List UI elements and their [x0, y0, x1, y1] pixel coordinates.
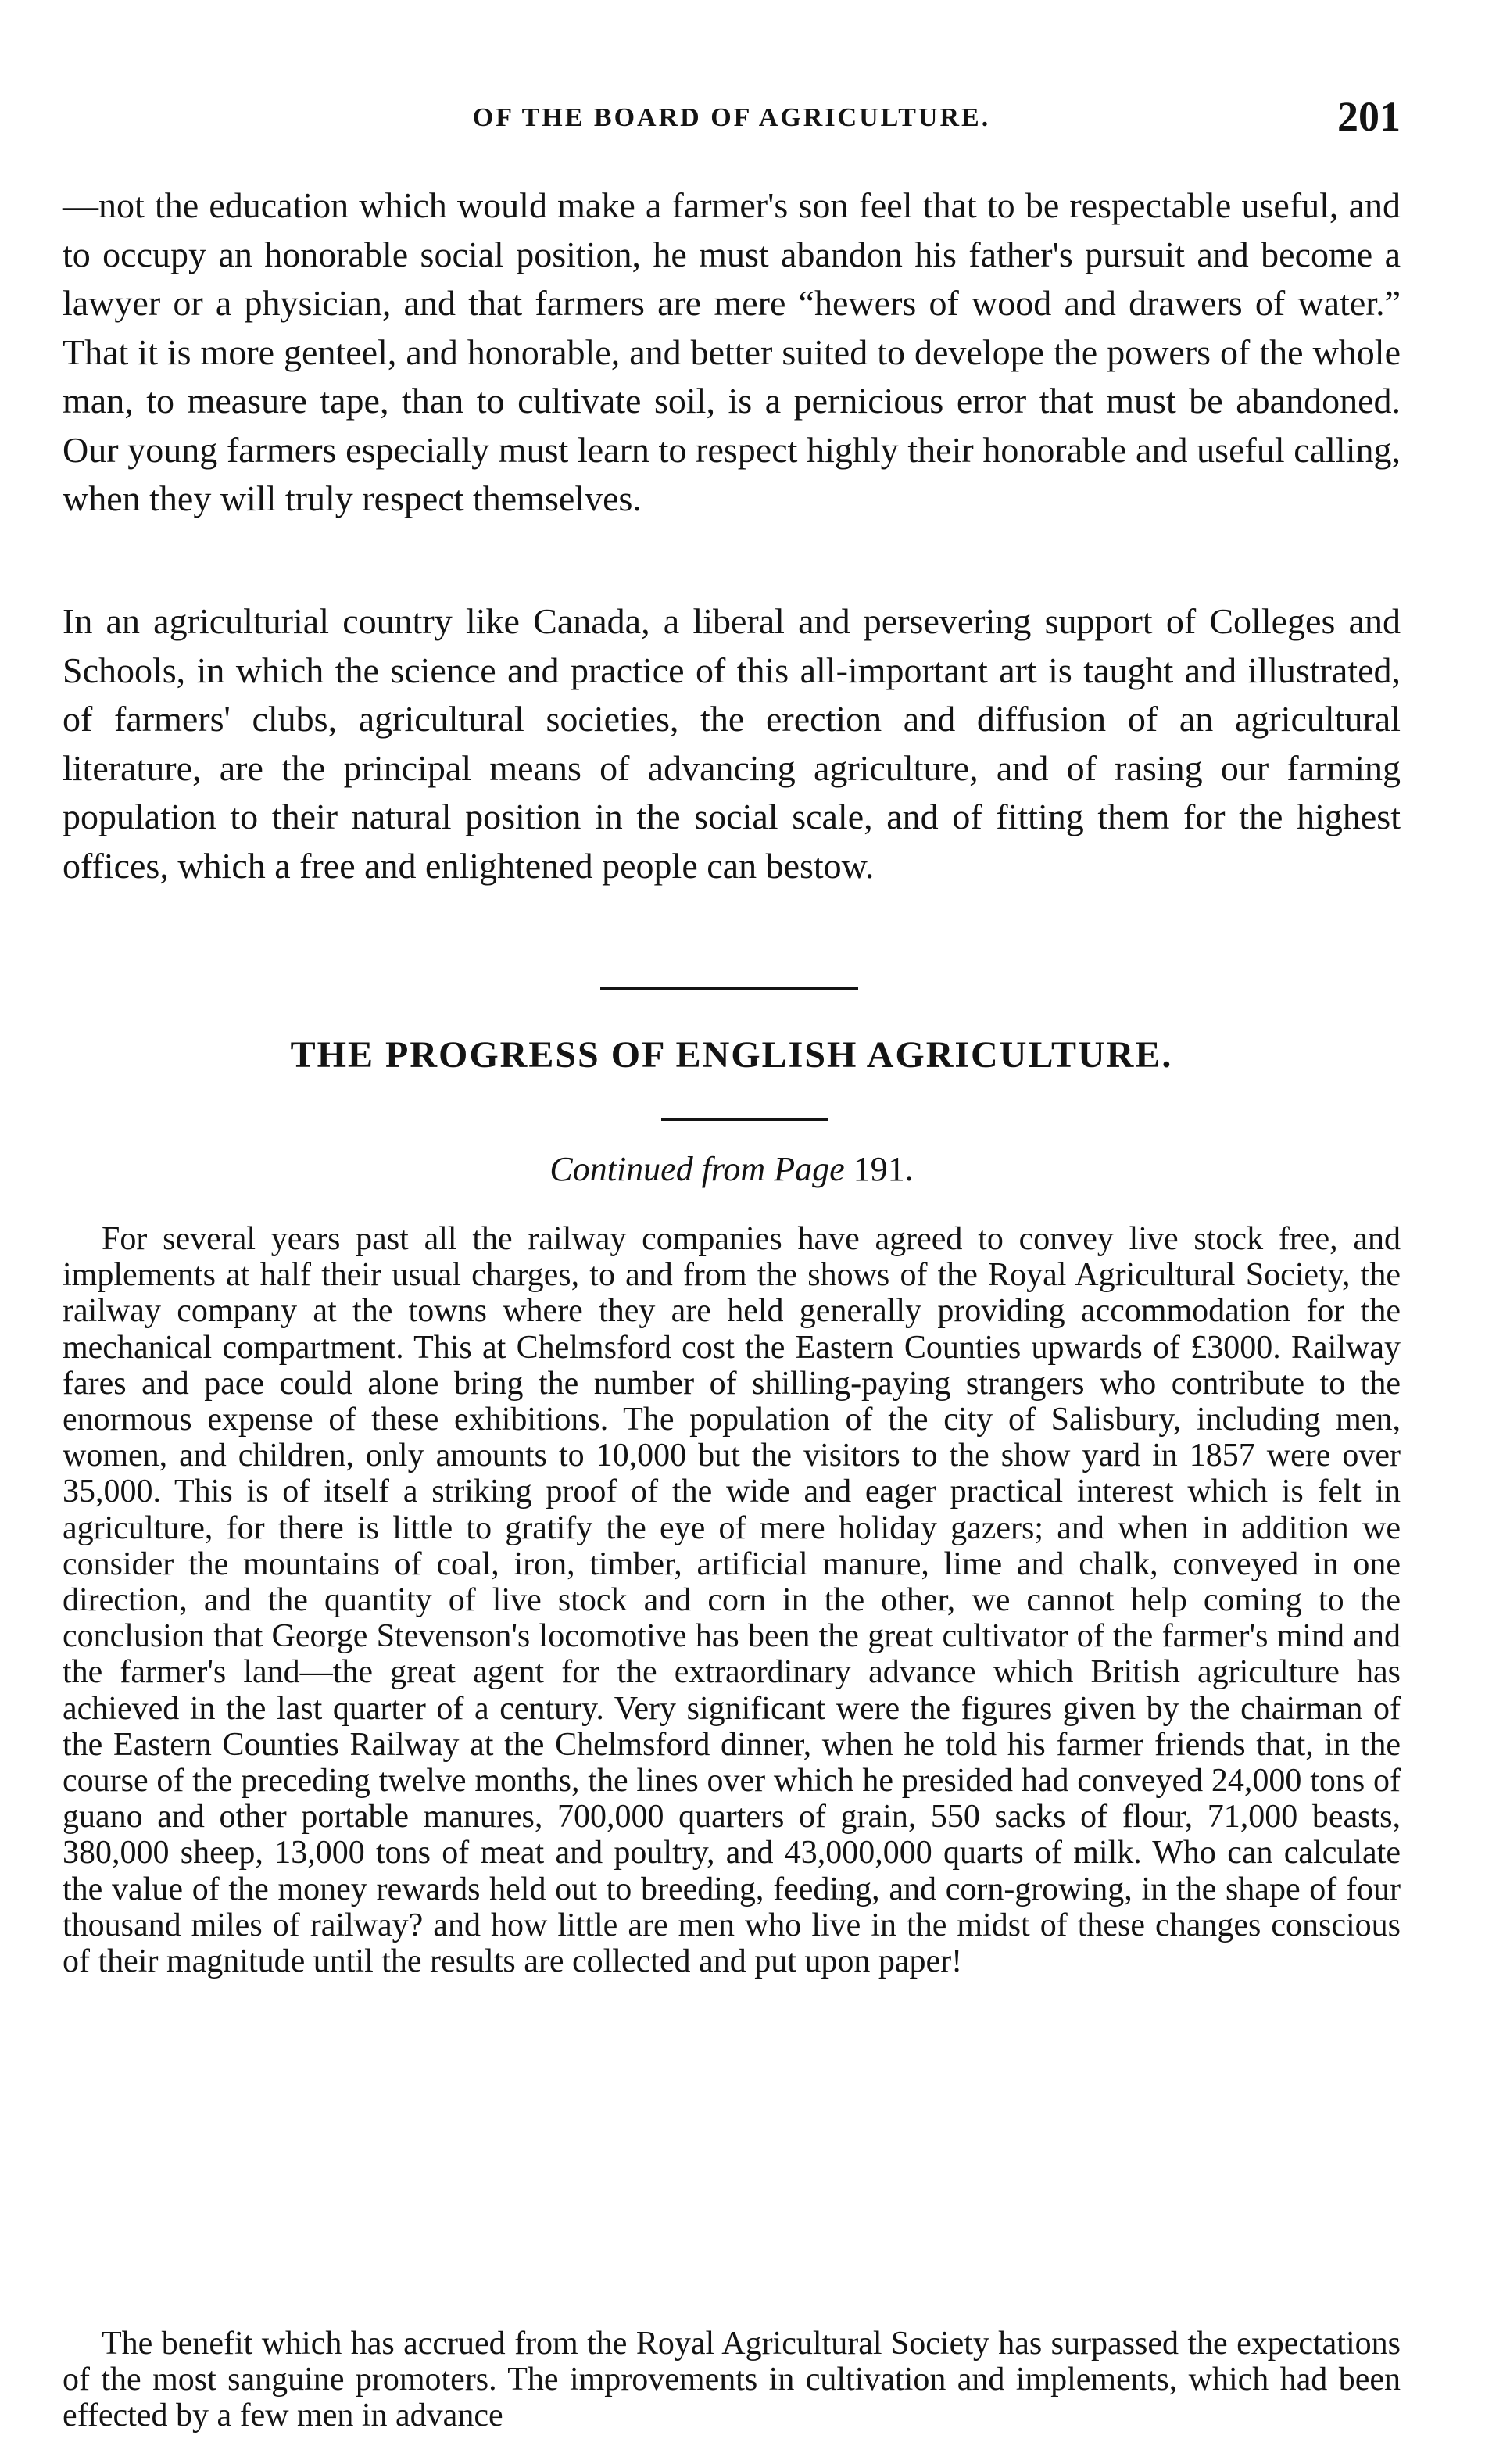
paragraph-education: —not the education which would make a farmer's son feel that to be respectable useful, and to occupy an honorable social position, he must abandon his father's pursuit and become a lawyer or a physician, and that farmers are mere “hewers of wood and drawers of water.” That it is more genteel, and honorable, and better suited to develope the powers of the whole man, to measure tape, than to cultivate soil, is a pernicious error that must be abandoned. Our young farmers especially must learn to respect highly their honorable and useful calling, when they will truly respect themselves.: [63, 185, 1401, 518]
continued-label: Continued from Page: [549, 1150, 845, 1188]
running-title: OF THE BOARD OF AGRICULTURE.: [472, 103, 991, 132]
continued-page: 191.: [853, 1150, 914, 1188]
running-header: [63, 92, 1401, 147]
article-title: THE PROGRESS OF ENGLISH AGRICULTURE.: [290, 1034, 1173, 1076]
paragraph-railways: For several years past all the railway companies have agreed to convey live stock free, and implements at half their usual charges, to and from the shows of the Royal Agricultural Society, the railway company at the towns where they are held generally providing accommodation for the mechanical compartment. This at Chelmsford cost the Eastern Counties upwards of £3000. Railway fares and pace could alone bring the number of shilling-paying strangers who contribute to the enormous expense of these exhibitions. The population of the city of Salisbury, including men, women, and children, only amounts to 10,000 but the visitors to the show yard in 1857 were over 35,000. This is of itself a striking proof of the wide and eager practical interest which is felt in agriculture, for there is little to gratify the eye of mere holiday gazers; and when in addition we consider the mountains of coal, iron, timber, artificial manure, lime and chalk, conveyed in one direction, and the quantity of live stock and corn in the other, we cannot help coming to the conclusion that George Stevenson's locomotive has been the great cultivator of the farmer's mind and the farmer's land—the great agent for the extraordinary advance which British agriculture has achieved in the last quarter of a century. Very significant were the figures given by the chairman of the Eastern Counties Railway at the Chelmsford dinner, when he told his farmer friends that, in the course of the preceding twelve months, the lines over which he presided had conveyed 24,000 tons of guano and other portable manures, 700,000 quarters of grain, 550 sacks of flour, 71,000 beasts, 380,000 sheep, 13,000 tons of meat and poultry, and 43,000,000 quarts of milk. Who can calculate the value of the money rewards held out to breeding, feeding, and corn-growing, in the shape of four thousand miles of railway? and how little are men who live in the midst of these changes conscious of their magnitude until the results are collected and put upon paper!: [63, 1221, 1401, 1980]
continued-note: [63, 1149, 1401, 1189]
section-divider-top: [600, 987, 858, 990]
section-divider-bottom: [661, 1118, 828, 1121]
page-number: 201: [1337, 93, 1401, 140]
paragraph-canada: In an agriculturial country like Canada, a liberal and persevering support of Colleges and Schools, in which the science and practice of this all-important art is taught and illustrated, of farmers' clubs, agricultural societies, the erection and diffusion of an agricultural literature, are the principal means of advancing agriculture, and of rasing our farming population to their natural position in the social scale, and of fitting them for the highest offices, which a free and enlightened people can bestow.: [63, 601, 1401, 886]
paragraph-royal-society: The benefit which has accrued from the Royal Agricultural Society has surpassed the expectations of the most sanguine promoters. The improvements in cultivation and implements, which had been effected by a few men in advance: [63, 2326, 1401, 2434]
